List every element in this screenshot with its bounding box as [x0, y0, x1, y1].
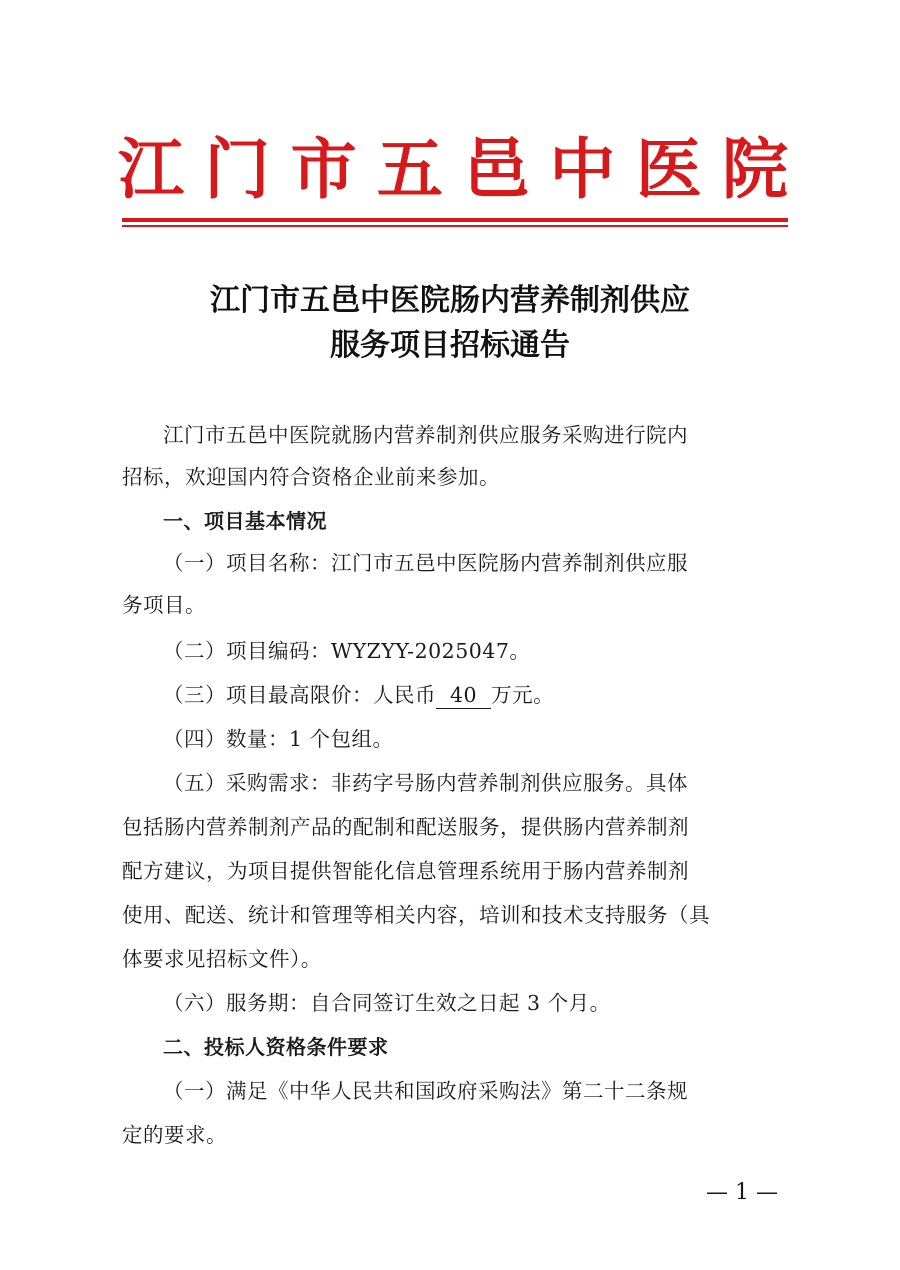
header-char: 五 [376, 130, 443, 208]
page-number: — 1 — [706, 1180, 778, 1205]
document-title-line2: 服务项目招标通告 [330, 328, 570, 363]
header-char: 江 [118, 130, 184, 208]
hospital-header-title [118, 128, 788, 210]
item3-line [122, 674, 788, 716]
item3-label: （三）项目最高限价： [163, 683, 373, 707]
section2-heading: 二、投标人资格条件要求 [163, 1035, 389, 1059]
item3-suffix: 万元。 [491, 683, 555, 707]
item4-label: （四）数量： [163, 727, 289, 751]
item5-value-line1: 非药字号肠内营养制剂供应服务。具体 [331, 771, 688, 795]
section2-item1-line2: 定的要求。 [122, 1123, 227, 1147]
item2-label: （二）项目编码： [163, 639, 331, 663]
item6-value: 自合同签订生效之日起 3 个月。 [310, 991, 611, 1015]
header-char: 医 [635, 130, 702, 208]
item3-amount: 40 [436, 682, 491, 709]
intro-line1: 江门市五邑中医院就肠内营养制剂供应服务采购进行院内 [163, 423, 688, 447]
item1-line1 [122, 542, 788, 584]
item6-label: （六）服务期： [163, 991, 310, 1015]
item4-value: 1 个包组。 [289, 727, 394, 751]
header-divider-thin [122, 225, 788, 227]
intro-line2: 招标，欢迎国内符合资格企业前来参加。 [122, 465, 500, 489]
header-char: 中 [549, 130, 616, 208]
item5-line3: 配方建议，为项目提供智能化信息管理系统用于肠内营养制剂 [122, 859, 689, 883]
header-char: 院 [721, 130, 788, 208]
header-char: 市 [290, 130, 357, 208]
item5-line5: 体要求见招标文件）。 [122, 947, 322, 971]
item5-label: （五）采购需求： [163, 771, 331, 795]
item3-prefix: 人民币 [373, 683, 436, 707]
document-title-line1: 江门市五邑中医院肠内营养制剂供应 [210, 283, 690, 318]
header-char: 门 [204, 130, 271, 208]
item6-line [122, 982, 788, 1024]
item5-line1 [122, 762, 788, 804]
item2-value: WYZYY-2025047。 [331, 639, 531, 663]
item5-line4: 使用、配送、统计和管理等相关内容，培训和技术支持服务（具 [122, 903, 710, 927]
item1-label: （一）项目名称： [163, 551, 331, 575]
section1-heading: 一、项目基本情况 [163, 509, 327, 533]
item5-line2: 包括肠内营养制剂产品的配制和配送服务，提供肠内营养制剂 [122, 815, 689, 839]
header-divider-thick [122, 218, 788, 222]
item4-line [122, 718, 788, 760]
item1-line2: 务项目。 [122, 593, 206, 617]
item1-value: 江门市五邑中医院肠内营养制剂供应服 [331, 551, 688, 575]
section2-item1-line1: （一）满足《中华人民共和国政府采购法》第二十二条规 [163, 1079, 688, 1103]
item2-line [122, 630, 788, 672]
header-char: 邑 [463, 130, 530, 208]
